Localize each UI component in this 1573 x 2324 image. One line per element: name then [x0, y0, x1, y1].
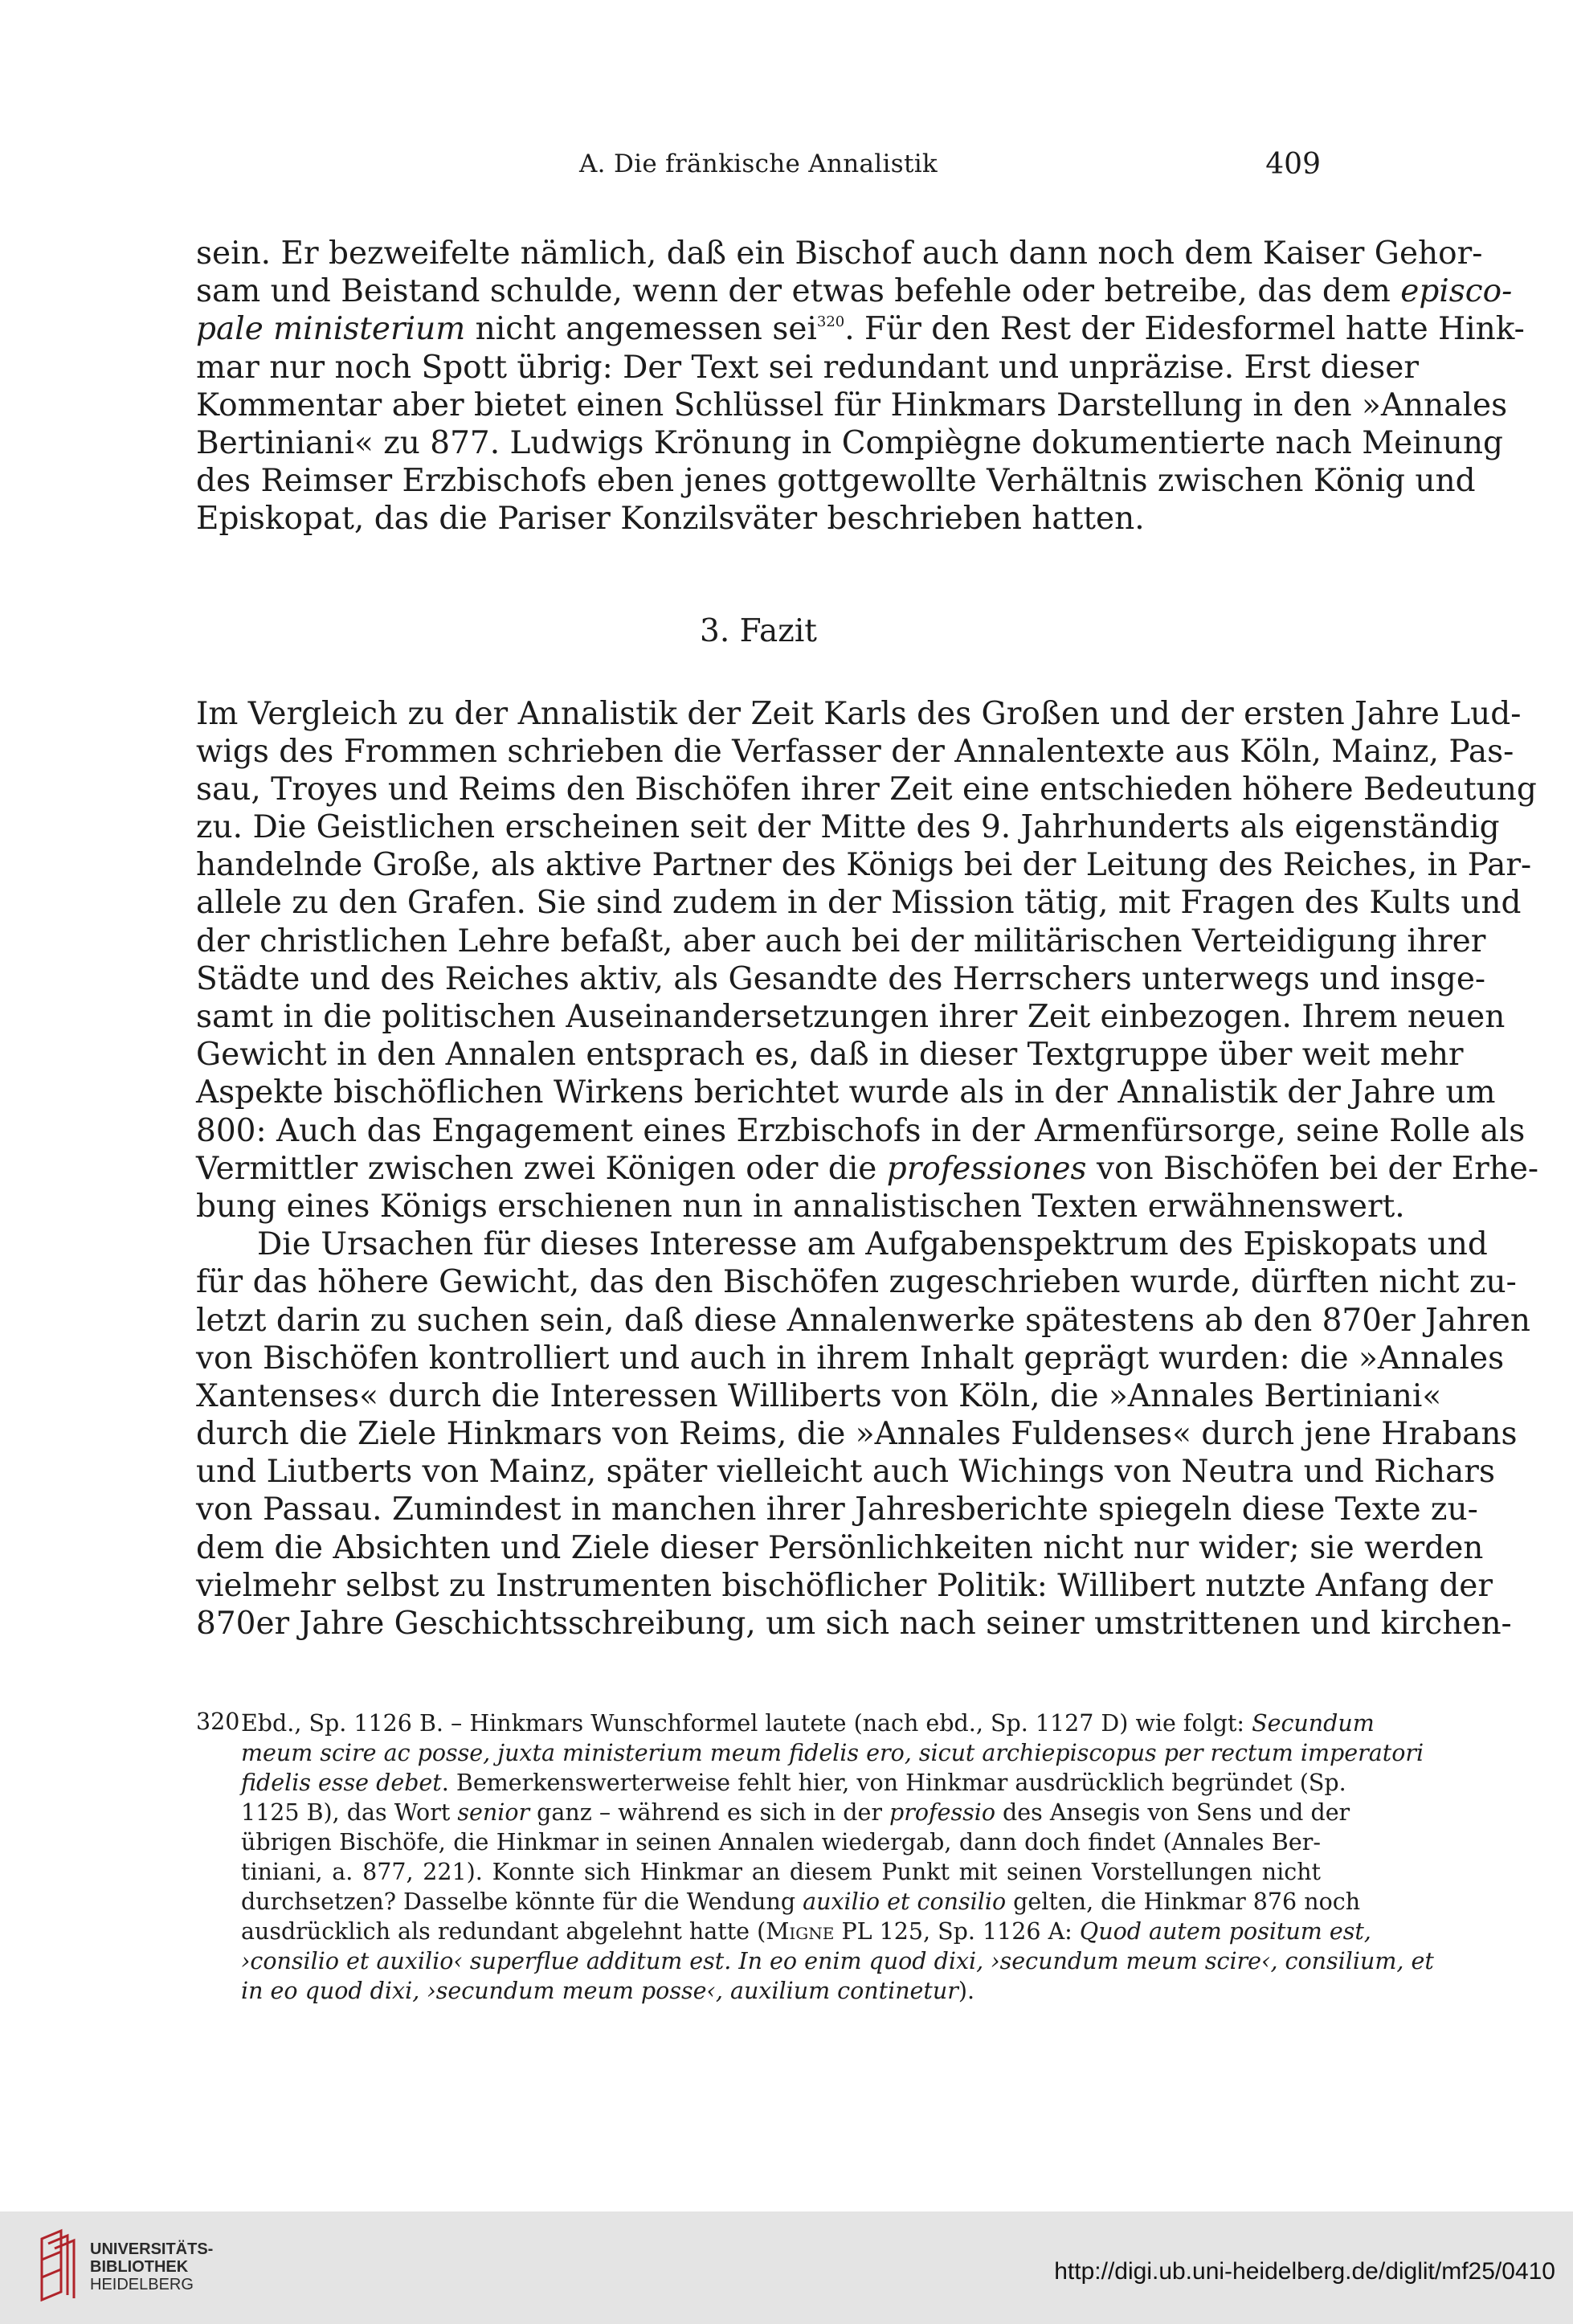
text-line: für das höhere Gewicht, das den Bischöfen zugeschrieben wurde, dürften nicht zu-	[196, 1264, 1517, 1301]
text-line: Die Ursachen für dieses Interesse am Aufgabenspektrum des Episkopats und	[257, 1226, 1488, 1263]
footnote-reference[interactable]: 320	[816, 313, 845, 331]
text-line: wigs des Frommen schrieben die Verfasser der Annalentexte aus Köln, Mainz, Pas-	[196, 733, 1514, 770]
text-line: Xantenses« durch die Interessen Williberts von Köln, die »Annales Bertiniani«	[196, 1377, 1442, 1414]
text-line: Gewicht in den Annalen entsprach es, daß in dieser Textgruppe über weit mehr	[196, 1037, 1464, 1074]
page-header	[196, 149, 1321, 190]
footnote-line: durchsetzen? Dasselbe könnte für die Wendung auxilio et consilio gelten, die Hinkmar 876 noch	[241, 1888, 1361, 1915]
text-line: vielmehr selbst zu Instrumenten bischöflicher Politik: Willibert nutzte Anfang der	[196, 1567, 1493, 1604]
footnote-line: meum scire ac posse, juxta ministerium meum fidelis ero, sicut archiepiscopus per rectum imperatori	[241, 1740, 1424, 1766]
footnote-line: fidelis esse debet. Bemerkenswerterweise fehlt hier, von Hinkmar ausdrücklich begründet (Sp.	[241, 1770, 1346, 1796]
text-line: 870er Jahre Geschichtsschreibung, um sich nach seiner umstrittenen und kirchen-	[196, 1606, 1512, 1642]
text-line: pale ministerium nicht angemessen sei$^{320}$. Für den Rest der Eidesformel hatte Hink-	[196, 311, 1525, 348]
library-logo-icon	[37, 2228, 79, 2301]
text-line: Vermittler zwischen zwei Königen oder die professiones von Bischöfen bei der Erhe-	[196, 1150, 1539, 1187]
text-line: zu. Die Geistlichen erscheinen seit der Mitte des 9. Jahrhunderts als eigenständig	[196, 809, 1500, 846]
section-heading: 3. Fazit	[700, 612, 817, 649]
library-line: HEIDELBERG	[90, 2276, 194, 2293]
text-line: 800: Auch das Engagement eines Erzbischofs in der Armenfürsorge, seine Rolle als	[196, 1112, 1526, 1149]
footnote-line: übrigen Bischöfe, die Hinkmar in seinen Annalen wiedergab, dann doch findet (Annales Ber-	[241, 1829, 1321, 1856]
footnote-line: Ebd., Sp. 1126 B. – Hinkmars Wunschformel lautete (nach ebd., Sp. 1127 D) wie folgt: Secundum	[241, 1710, 1375, 1737]
source-url-link[interactable]: http://digi.ub.uni-heidelberg.de/diglit/mf25/0410	[1054, 2258, 1555, 2285]
footnote-line: tiniani, a. 877, 221). Konnte sich Hinkmar an diesem Punkt mit seinen Vorstellungen nicht	[241, 1859, 1321, 1885]
text-line: von Passau. Zumindest in manchen ihrer Jahresberichte spiegeln diese Texte zu-	[196, 1491, 1478, 1528]
text-line: der christlichen Lehre befaßt, aber auch bei der militärischen Verteidigung ihrer	[196, 923, 1486, 959]
library-name	[90, 2240, 213, 2293]
footnote-320	[196, 1708, 1434, 2006]
library-line: UNIVERSITÄTS-	[90, 2240, 214, 2258]
paragraph	[196, 1225, 1530, 1643]
text-line: sam und Beistand schulde, wenn der etwas befehle oder betreibe, das dem episco-	[196, 273, 1513, 310]
text-line: Bertiniani« zu 877. Ludwigs Krönung in Compiègne dokumentierte nach Meinung	[196, 424, 1503, 461]
text-line: des Reimser Erzbischofs eben jenes gottgewollte Verhältnis zwischen König und	[196, 463, 1476, 500]
text-line: samt in die politischen Auseinandersetzungen ihrer Zeit einbezogen. Ihrem neuen	[196, 999, 1506, 1035]
text-line: allele zu den Grafen. Sie sind zudem in der Mission tätig, mit Fragen des Kults und	[196, 885, 1522, 922]
text-line: Kommentar aber bietet einen Schlüssel für Hinkmars Darstellung in den »Annales	[196, 387, 1508, 423]
text-line: durch die Ziele Hinkmars von Reims, die »Annales Fuldenses« durch jene Hrabans	[196, 1416, 1518, 1453]
text-line: Städte und des Reiches aktiv, als Gesandte des Herrschers unterwegs und insge-	[196, 960, 1486, 997]
footnote-line: ausdrücklich als redundant abgelehnt hatte (Migne PL 125, Sp. 1126 A: Quod autem positum est,	[241, 1918, 1371, 1945]
footnote-line: 1125 B), das Wort senior ganz – während es sich in der professio des Ansegis von Sens und der	[241, 1799, 1350, 1826]
text-line: Episkopat, das die Pariser Konzilsväter beschrieben hatten.	[196, 501, 1145, 538]
paragraph	[196, 695, 1539, 1226]
text-line: handelnde Große, als aktive Partner des Königs bei der Leitung des Reiches, in Par-	[196, 847, 1532, 884]
library-line: BIBLIOTHEK	[90, 2258, 189, 2276]
footnote-number: 320	[196, 1708, 240, 1735]
page-number: 409	[1265, 148, 1321, 181]
text-line: und Liutberts von Mainz, später vielleicht auch Wichings von Neutra und Richars	[196, 1454, 1495, 1491]
text-line: sau, Troyes und Reims den Bischöfen ihrer Zeit eine entschieden höhere Bedeutung	[196, 771, 1537, 808]
text-line: Im Vergleich zu der Annalistik der Zeit Karls des Großen und der ersten Jahre Lud-	[196, 695, 1522, 732]
text-line: sein. Er bezweifelte nämlich, daß ein Bischof auch dann noch dem Kaiser Gehor-	[196, 235, 1483, 272]
text-line: von Bischöfen kontrolliert und auch in ihrem Inhalt geprägt wurden: die »Annales	[196, 1340, 1505, 1377]
running-head: A. Die fränkische Annalistik	[578, 149, 938, 178]
text-line: mar nur noch Spott übrig: Der Text sei redundant und unpräzise. Erst dieser	[196, 349, 1419, 386]
text-line: bung eines Königs erschienen nun in annalistischen Texten erwähnenswert.	[196, 1188, 1405, 1225]
paragraph	[196, 235, 1525, 538]
main-text	[196, 235, 1539, 1643]
text-line: dem die Absichten und Ziele dieser Persönlichkeiten nicht nur wider; sie werden	[196, 1529, 1484, 1566]
footnote-line: ›consilio et auxilio‹ superflue additum est. In eo enim quod dixi, ›secundum meum scire‹, consilium, et	[241, 1948, 1434, 1974]
footnote-line: in eo quod dixi, ›secundum meum posse‹, auxilium continetur).	[241, 1978, 975, 2004]
text-line: letzt darin zu suchen sein, daß diese Annalenwerke spätestens ab den 870er Jahren	[196, 1302, 1530, 1339]
text-line: Aspekte bischöflichen Wirkens berichtet wurde als in der Annalistik der Jahre um	[196, 1074, 1496, 1111]
